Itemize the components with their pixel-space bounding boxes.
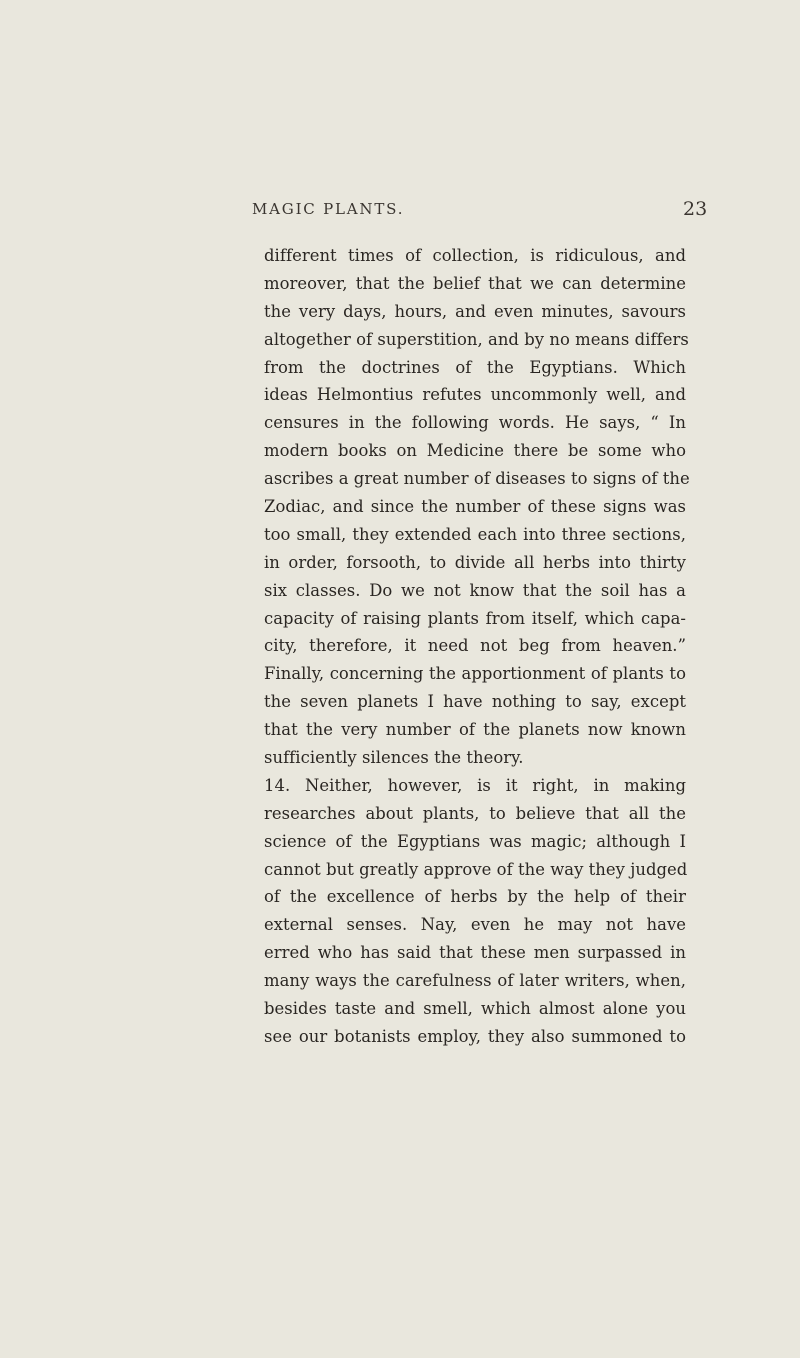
text-line: Zodiac, and since the number of these signs was	[264, 497, 686, 517]
text-line: city, therefore, it need not beg from heaven.”	[264, 636, 686, 656]
text-line: from the doctrines of the Egyptians. Which	[264, 357, 686, 377]
text-line: six classes. Do we not know that the soil has a	[264, 580, 686, 600]
text-line: erred who has said that these men surpassed in	[264, 943, 686, 963]
text-line: that the very number of the planets now known	[264, 720, 686, 740]
text-line: many ways the carefulness of later writers, when,	[264, 971, 686, 991]
text-line: the seven planets I have nothing to say, except	[264, 692, 686, 712]
text-line: of the excellence of herbs by the help of their	[264, 887, 686, 907]
text-line: external senses. Nay, even he may not have	[264, 915, 686, 935]
running-head-title: MAGIC PLANTS.	[252, 200, 405, 218]
running-head	[0, 200, 800, 230]
text-line: cannot but greatly approve of the way they judged	[264, 859, 688, 879]
text-line: modern books on Medicine there be some who	[264, 441, 686, 461]
text-line: too small, they extended each into three sections,	[264, 524, 686, 544]
text-line: different times of collection, is ridiculous, and	[264, 246, 686, 265]
body-text	[264, 242, 690, 1051]
page-number: 23	[683, 198, 708, 220]
text-line: capacity of raising plants from itself, which capa-	[264, 608, 686, 628]
text-line: censures in the following words. He says, “ In	[264, 413, 686, 433]
section-start-line: 14. Neither, however, is it right, in making	[264, 775, 686, 795]
text-line: science of the Egyptians was magic; although I	[264, 831, 686, 851]
text-line: Finally, concerning the apportionment of plants to	[264, 664, 686, 684]
text-line: ideas Helmontius refutes uncommonly well, and	[264, 385, 686, 405]
text-line: see our botanists employ, they also summoned to	[264, 1026, 686, 1046]
text-line: altogether of superstition, and by no means differs	[264, 329, 689, 349]
text-line: the very days, hours, and even minutes, savours	[264, 301, 686, 321]
text-line: researches about plants, to believe that all the	[264, 803, 686, 823]
text-line: moreover, that the belief that we can determine	[264, 273, 686, 293]
text-line: ascribes a great number of diseases to signs of the	[264, 469, 690, 489]
text-line: besides taste and smell, which almost alone you	[264, 999, 686, 1019]
text-line: in order, forsooth, to divide all herbs into thirty	[264, 552, 686, 572]
paragraph-end-line: sufficiently silences the theory.	[264, 748, 524, 768]
